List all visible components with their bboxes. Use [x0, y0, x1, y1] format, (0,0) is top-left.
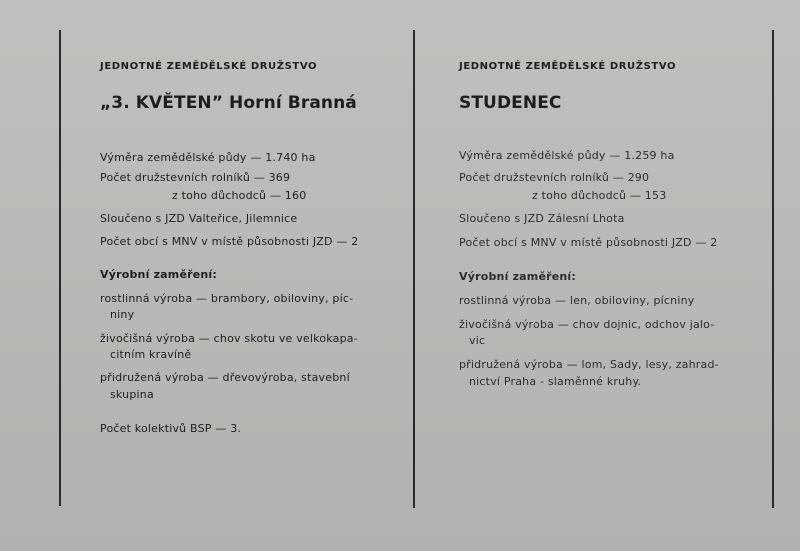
livestock-production: živočišná výroba — chov skotu ve velkokapa- [100, 332, 358, 345]
side-production-cont: skupina [110, 388, 154, 401]
livestock-production-cont: citním kravíně [110, 348, 192, 361]
side-production: přidružená výroba — dřevovýroba, stavební [100, 371, 350, 384]
pensioner-count: z toho důchodců — 160 [172, 189, 307, 202]
cooperative-name: „3. KVĚTEN” Horní Branná [100, 93, 357, 113]
side-production: přidružená výroba — lom, Sady, lesy, zahrad- [459, 358, 719, 371]
merged-with: Sloučeno s JZD Valteřice, Jilemnice [100, 212, 298, 225]
bsp-collectives: Počet kolektivů BSP — 3. [100, 422, 242, 435]
production-heading: Výrobní zaměření: [459, 270, 577, 283]
merged-with: Sloučeno s JZD Zálesní Lhota [459, 212, 625, 225]
member-count: Počet družstevních rolníků — 369 [100, 171, 291, 184]
left-vertical-rule [59, 30, 61, 506]
cooperative-type: JEDNOTNÉ ZEMĚDĚLSKÉ DRUŽSTVO [100, 61, 318, 72]
cooperative-type: JEDNOTNÉ ZEMĚDĚLSKÉ DRUŽSTVO [459, 61, 677, 72]
farmland-area: Výměra zemědělské půdy — 1.740 ha [100, 151, 316, 164]
livestock-production-cont: vic [469, 334, 486, 347]
crop-production: rostlinná výroba — len, obiloviny, pícniny [459, 294, 695, 307]
farmland-area: Výměra zemědělské půdy — 1.259 ha [459, 149, 675, 162]
municipality-count: Počet obcí s MNV v místě působnosti JZD — 2 [459, 236, 718, 249]
crop-production-cont: niny [110, 308, 135, 321]
side-production-cont: nictví Praha - slaměnné kruhy. [469, 375, 642, 388]
municipality-count: Počet obcí s MNV v místě působnosti JZD — 2 [100, 235, 359, 248]
right-vertical-rule [772, 30, 774, 508]
crop-production: rostlinná výroba — brambory, obiloviny, píc- [100, 292, 354, 305]
cooperative-name: STUDENEC [459, 93, 562, 113]
member-count: Počet družstevních rolníků — 290 [459, 171, 650, 184]
livestock-production: živočišná výroba — chov dojnic, odchov jalo- [459, 318, 715, 331]
production-heading: Výrobní zaměření: [100, 268, 218, 281]
pensioner-count: z toho důchodců — 153 [532, 189, 667, 202]
middle-vertical-rule [413, 30, 415, 508]
